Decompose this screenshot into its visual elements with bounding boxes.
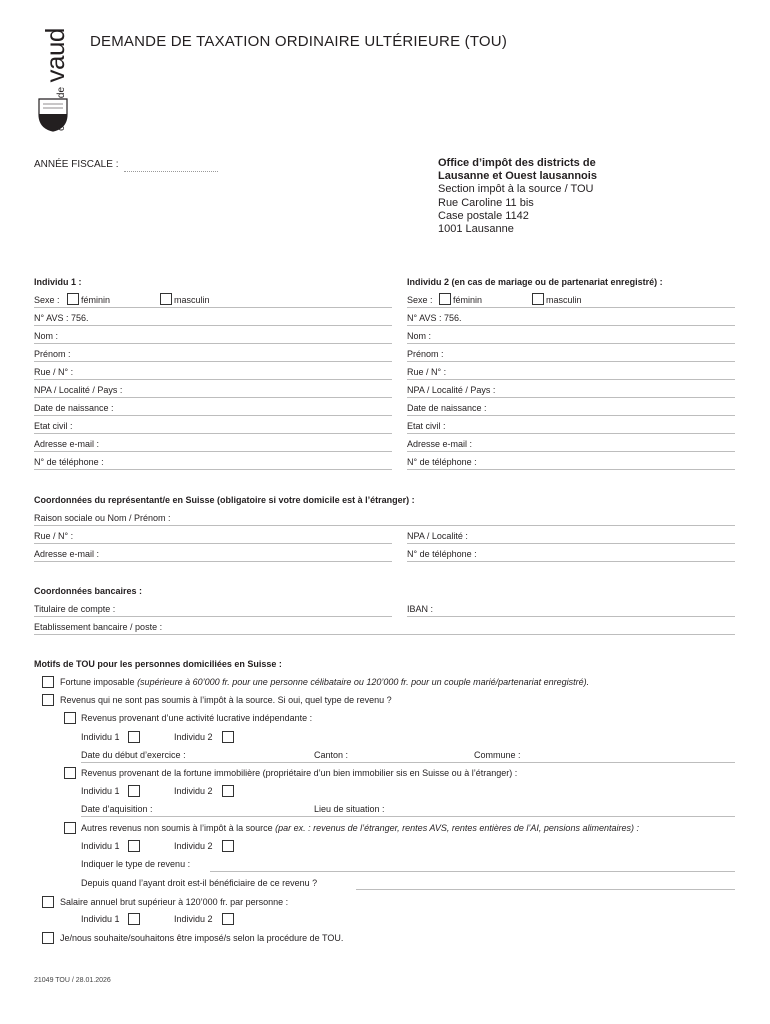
salaire-individu1-checkbox[interactable]	[128, 913, 140, 925]
salaire-individu1-label: Individu 1	[81, 914, 120, 924]
autres-individu2-checkbox[interactable]	[222, 840, 234, 852]
individu2-rue-field[interactable]: Rue / N° :	[407, 367, 447, 377]
fortune-label: Fortune imposable (supérieure à 60’000 fr. pour une personne célibataire ou 120’000 fr. pour un couple marié/partenariat enregistré).	[60, 677, 590, 687]
independante-individu2-checkbox[interactable]	[222, 731, 234, 743]
immobiliere-individu2-label: Individu 2	[174, 786, 213, 796]
representant-title: Coordonnées du représentant/e en Suisse (obligatoire si votre domicile est à l’étranger) :	[34, 495, 415, 505]
individu1-rue-field[interactable]: Rue / N° :	[34, 367, 74, 377]
autres-individu1-checkbox[interactable]	[128, 840, 140, 852]
individu1-avs-field[interactable]: N° AVS : 756.	[34, 313, 89, 323]
representant-raison-field[interactable]: Raison sociale ou Nom / Prénom :	[34, 513, 171, 523]
autres-individu2-label: Individu 2	[174, 841, 213, 851]
immobiliere-individu1-label: Individu 1	[81, 786, 120, 796]
revenus-checkbox[interactable]	[42, 694, 54, 706]
individu2-prenom-field[interactable]: Prénom :	[407, 349, 444, 359]
immobiliere-individu2-checkbox[interactable]	[222, 785, 234, 797]
titulaire-field[interactable]: Titulaire de compte :	[34, 604, 116, 614]
canton-vaud-logo	[34, 28, 74, 136]
souhaite-checkbox[interactable]	[42, 932, 54, 944]
individu1-sexe-label: Sexe :	[34, 295, 60, 305]
immobiliere-label: Revenus provenant de la fortune immobilière (propriétaire d’un bien immobilier sis en Suisse ou à l’étranger) :	[81, 768, 518, 778]
individu2-masculin-label: masculin	[546, 295, 582, 305]
individu1-masculin-label: masculin	[174, 295, 210, 305]
individu2-feminin-label: féminin	[453, 295, 483, 305]
independante-individu1-checkbox[interactable]	[128, 731, 140, 743]
independante-checkbox[interactable]	[64, 712, 76, 724]
immobiliere-checkbox[interactable]	[64, 767, 76, 779]
independante-label: Revenus provenant d’une activité lucrative indépendante :	[81, 713, 313, 723]
annee-fiscale-field[interactable]	[124, 171, 218, 172]
representant-npa-field[interactable]: NPA / Localité :	[407, 531, 468, 541]
individu2-masculin-checkbox[interactable]	[532, 293, 544, 305]
debut-exercice-field[interactable]: Date du début d’exercice :	[81, 750, 186, 760]
bancaires-title: Coordonnées bancaires :	[34, 586, 143, 596]
representant-email-field[interactable]: Adresse e-mail :	[34, 549, 100, 559]
individu2-nom-field[interactable]: Nom :	[407, 331, 432, 341]
commune-field[interactable]: Commune :	[474, 750, 521, 760]
revenus-label: Revenus qui ne sont pas soumis à l’impôt à la source. Si oui, quel type de revenu ?	[60, 695, 392, 705]
individu1-feminin-label: féminin	[81, 295, 111, 305]
acquisition-field[interactable]: Date d’aquisition :	[81, 804, 153, 814]
autres-individu1-label: Individu 1	[81, 841, 120, 851]
representant-rue-field[interactable]: Rue / N° :	[34, 531, 74, 541]
situation-field[interactable]: Lieu de situation :	[314, 804, 385, 814]
immobiliere-individu1-checkbox[interactable]	[128, 785, 140, 797]
independante-individu2-label: Individu 2	[174, 732, 213, 742]
logo-wordmark: vaud	[39, 28, 70, 83]
depuis-quand-field[interactable]: Depuis quand l’ayant droit est-il bénéficiaire de ce revenu ?	[81, 878, 318, 888]
type-revenu-field[interactable]: Indiquer le type de revenu :	[81, 859, 191, 869]
autres-checkbox[interactable]	[64, 822, 76, 834]
canton-field[interactable]: Canton :	[314, 750, 349, 760]
individu1-feminin-checkbox[interactable]	[67, 293, 79, 305]
individu2-tel-field[interactable]: N° de téléphone :	[407, 457, 477, 467]
individu2-title: Individu 2 (en cas de mariage ou de partenariat enregistré) :	[407, 277, 663, 287]
salaire-individu2-label: Individu 2	[174, 914, 213, 924]
iban-field[interactable]: IBAN :	[407, 604, 434, 614]
individu2-npa-field[interactable]: NPA / Localité / Pays :	[407, 385, 496, 395]
fortune-checkbox[interactable]	[42, 676, 54, 688]
individu2-etat-field[interactable]: Etat civil :	[407, 421, 446, 431]
individu2-naissance-field[interactable]: Date de naissance :	[407, 403, 487, 413]
individu1-email-field[interactable]: Adresse e-mail :	[34, 439, 100, 449]
individu1-nom-field[interactable]: Nom :	[34, 331, 59, 341]
independante-individu1-label: Individu 1	[81, 732, 120, 742]
individu1-title: Individu 1 :	[34, 277, 82, 287]
representant-tel-field[interactable]: N° de téléphone :	[407, 549, 477, 559]
individu1-etat-field[interactable]: Etat civil :	[34, 421, 73, 431]
individu2-avs-field[interactable]: N° AVS : 756.	[407, 313, 462, 323]
form-reference: 21049 TOU / 28.01.2026	[34, 977, 111, 984]
motifs-title: Motifs de TOU pour les personnes domiciliées en Suisse :	[34, 659, 282, 669]
souhaite-label: Je/nous souhaite/souhaitons être imposé/s selon la procédure de TOU.	[60, 933, 344, 943]
individu1-masculin-checkbox[interactable]	[160, 293, 172, 305]
individu1-prenom-field[interactable]: Prénom :	[34, 349, 71, 359]
salaire-label: Salaire annuel brut supérieur à 120’000 fr. par personne :	[60, 897, 289, 907]
individu2-sexe-label: Sexe :	[407, 295, 433, 305]
office-address: Office d’impôt des districts de Lausanne et Ouest lausannois Section impôt à la source / TOU Rue Caroline 11 bis Case postale 1142 1001 Lausanne	[438, 157, 597, 236]
individu1-naissance-field[interactable]: Date de naissance :	[34, 403, 114, 413]
salaire-individu2-checkbox[interactable]	[222, 913, 234, 925]
etablissement-field[interactable]: Etablissement bancaire / poste :	[34, 622, 163, 632]
individu2-feminin-checkbox[interactable]	[439, 293, 451, 305]
shield-icon	[38, 98, 68, 132]
annee-fiscale-label: ANNÉE FISCALE :	[34, 159, 119, 170]
individu1-tel-field[interactable]: N° de téléphone :	[34, 457, 104, 467]
page-title: DEMANDE DE TAXATION ORDINAIRE ULTÉRIEURE (TOU)	[90, 33, 508, 50]
autres-label: Autres revenus non soumis à l’impôt à la source (par ex. : revenus de l’étranger, rentes AVS, rentes entières de l’AI, pensions alimentaires) :	[81, 823, 639, 833]
salaire-checkbox[interactable]	[42, 896, 54, 908]
individu1-npa-field[interactable]: NPA / Localité / Pays :	[34, 385, 123, 395]
individu2-email-field[interactable]: Adresse e-mail :	[407, 439, 473, 449]
